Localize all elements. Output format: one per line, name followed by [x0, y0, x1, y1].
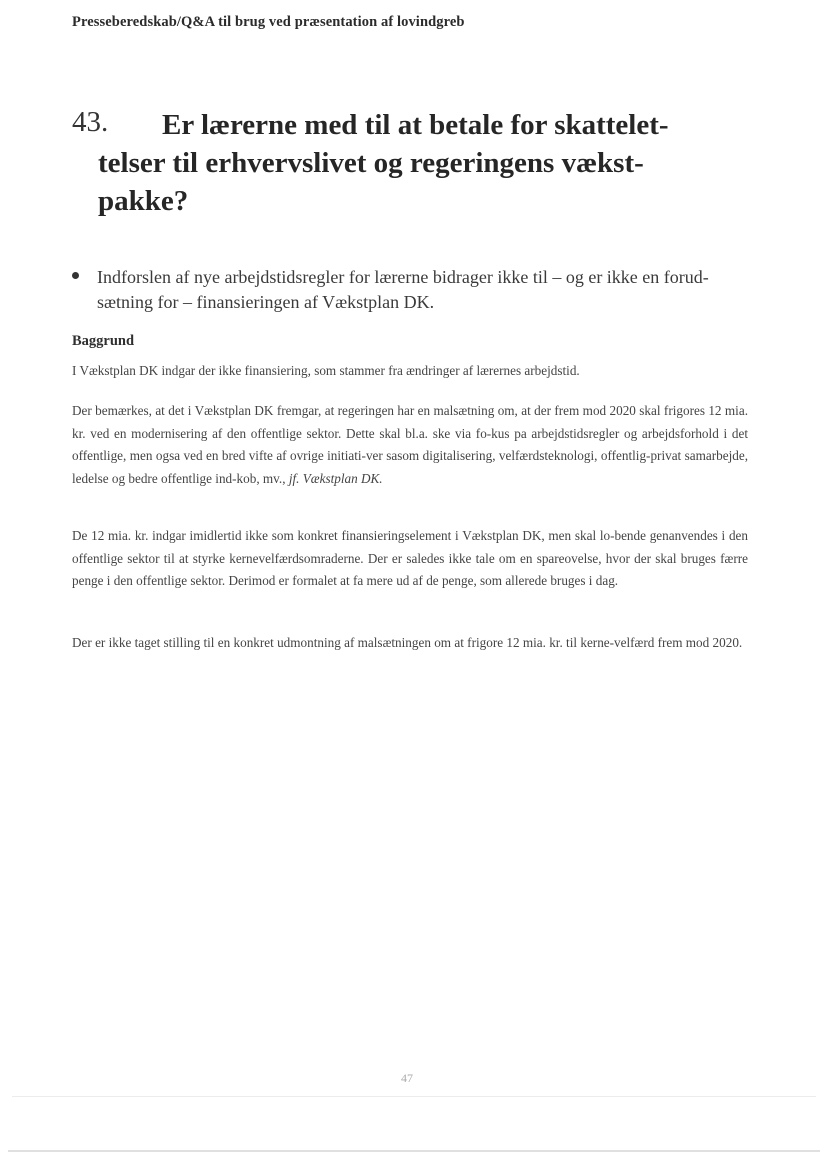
document-header: Presseberedskab/Q&A til brug ved præsentation af lovindgreb	[72, 14, 465, 30]
question-title	[72, 106, 762, 220]
paragraph-2-text: Der bemærkes, at det i Vækstplan DK fremgar, at regeringen har en malsætning om, at der frem mod 2020 skal frigores 12 mia. kr. ved en modernisering af den offentlige sektor. Dette skal bl.a. ske via fo-kus pa arbejdstidsregler og arbejdsforhold i det offentlige, men ogsa ved en bred vifte af ovrige initiati-ver sasom digitalisering, velfærdsteknologi, offentlig-privat samarbejde, ledelse og bedre offentlige ind-kob, mv.,	[72, 403, 748, 486]
paragraph-2	[72, 400, 748, 490]
page-number: 47	[401, 1071, 413, 1085]
page-edge-divider	[8, 1150, 820, 1152]
footer-divider	[12, 1096, 816, 1097]
question-block	[72, 106, 762, 220]
question-title-line-1: Er lærerne med til at betale for skattelet-	[162, 109, 669, 141]
question-title-line-3: pakke?	[98, 185, 189, 217]
bullet-icon	[72, 272, 79, 279]
paragraph-1: I Vækstplan DK indgar der ikke finansiering, som stammer fra ændringer af lærernes arbejdstid.	[72, 363, 580, 378]
answer-bullet-list	[72, 265, 752, 315]
paragraph-4: Der er ikke taget stilling til en konkret udmontning af malsætningen om at frigore 12 mia. kr. til kerne-velfærd frem mod 2020.	[72, 635, 743, 650]
paragraph-3: De 12 mia. kr. indgar imidlertid ikke som konkret finansieringselement i Vækstplan DK, men skal lo-bende genanvendes i den offentlige sektor til at styrke kernevelfærdsomraderne. Der er saledes ikke tale om en spareovelse, hvor der skal bruges færre penge i den offentlige sektor. Derimod er formalet at fa mere ud af de penge, som allerede bruges i dag.	[72, 528, 748, 589]
paragraph-2-reference: jf. Vækstplan DK.	[288, 470, 383, 486]
answer-bullet-text: Indforslen af nye arbejdstidsregler for lærerne bidrager ikke til – og er ikke en forud-sætning for – finansieringen af Vækstplan DK.	[97, 267, 709, 312]
section-heading: Baggrund	[72, 333, 135, 349]
question-title-line-2: telser til erhvervslivet og regeringens vækst-	[98, 147, 644, 179]
answer-bullet	[72, 265, 752, 315]
question-number: 43.	[72, 106, 109, 138]
